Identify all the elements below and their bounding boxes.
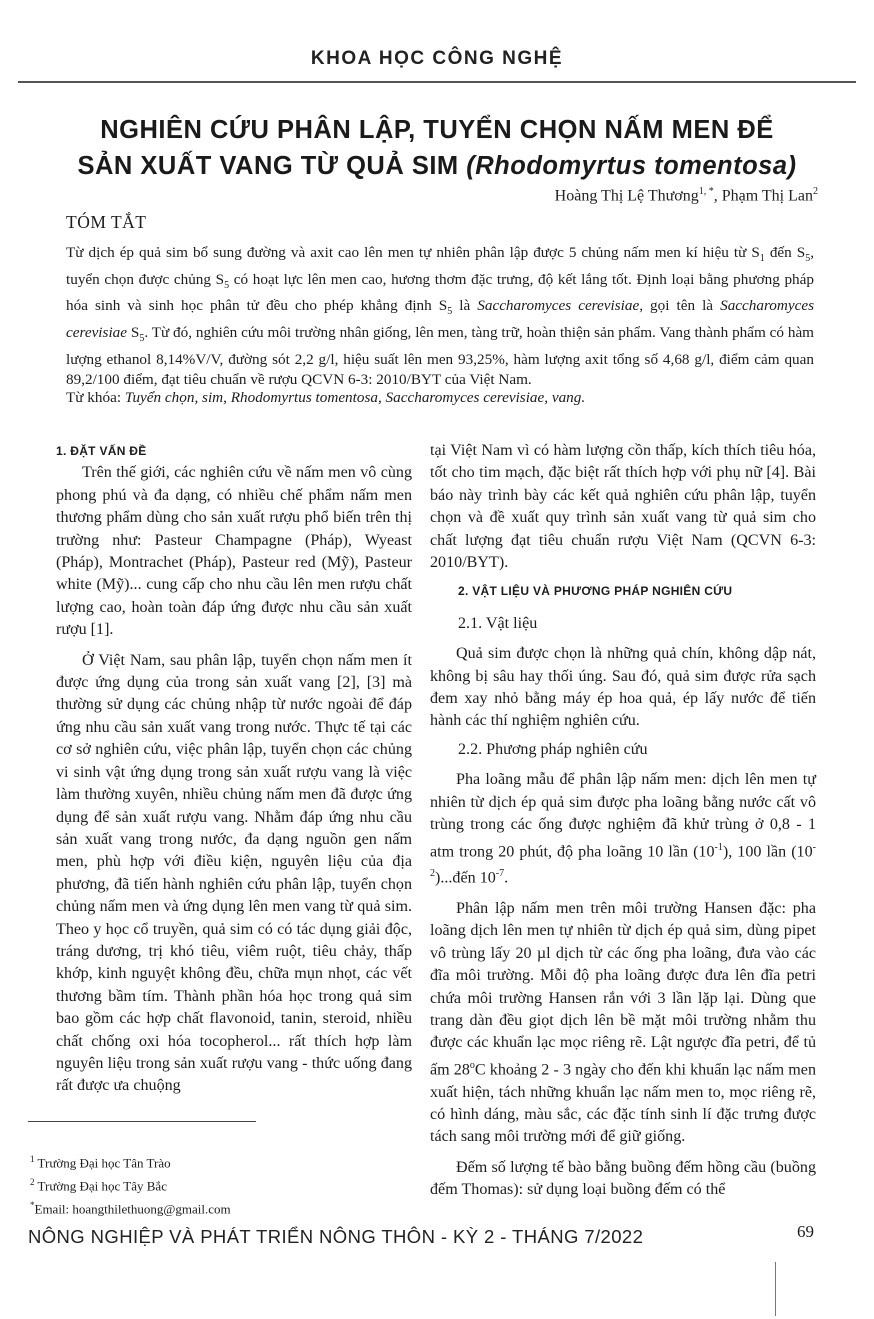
section-banner: KHOA HỌC CÔNG NGHỆ: [310, 48, 564, 69]
footnote-1: $^1$ Trường Đại học Tân Trào: [30, 1154, 171, 1171]
author-2: Phạm Thị Lan: [721, 187, 813, 205]
paragraph: Phân lập nấm men trên môi trường Hansen đặc: pha loãng dịch lên men tự nhiên từ dịch ép quả sim, dùng pipet vô trùng lấy 20 µl dịch từ các ống pha loãng, đưa vào các đĩa môi trường. Mỗi độ pha loãng được đưa lên đĩa petri chứa môi trường Hansen rắn với 3 lần lặp lại. Dùng que trang dàn đều giọt dịch lên bề mặt môi trường nhằm thu được các khuẩn lạc mọc riêng rẽ. Lật ngược đĩa petri, để tủ ấm 28$^o$C khoảng 2 - 3 ngày cho đến khi khuẩn lạc nấm men xuất hiện, tách những khuẩn lạc nấm men to, mọc riêng rẽ, có hình dáng, màu sắc, các đặc tính sinh lí đặc trưng được tách sang môi trường mới để giữ giống.: [430, 900, 816, 1146]
scan-edge-mark: [775, 1262, 776, 1316]
subsection-heading-2-1: 2.1. Vật liệu: [458, 614, 538, 632]
paragraph: Quả sim được chọn là những quả chín, không dập nát, không bị sâu hay thối úng. Sau đó, quả sim được rửa sạch đem xay nhỏ bằng máy ép hoa quả, ép lấy nước để tiến hành các thí nghiệm nghiên cứu.: [430, 645, 816, 730]
paragraph: Pha loãng mẫu để phân lập nấm men: dịch lên men tự nhiên từ dịch ép quả sim được pha loãng bằng nước cất vô trùng trong các ống được nghiệm đã khử trùng ở 0,8 - 1 atm trong 20 phút, độ pha loãng 10 lần $(10^{-1})$, 100 lần $(10^{-2})...đến$ $10^{-7}$.: [430, 771, 816, 887]
header-divider: [18, 81, 856, 83]
author-list: [555, 186, 818, 205]
keywords-list: Tuyển chọn, sim, Rhodomyrtus tomentosa, Saccharomyces cerevisiae, vang.: [121, 389, 586, 406]
title-line-2: [20, 148, 854, 184]
paragraph: tại Việt Nam vì có hàm lượng cồn thấp, kích thích tiêu hóa, tốt cho tim mạch, đặc biệt rất thích hợp với phụ nữ [4]. Bài báo này trình bày các kết quả nghiên cứu phân lập, tuyển chọn và đề xuất quy trình sản xuất vang từ quả sim cho chất lượng đạt tiêu chuẩn rượu Việt Nam (QCVN 6-3: 2010/BYT).: [430, 442, 816, 572]
author-1-affiliation: 1, *: [698, 186, 714, 197]
section-heading-1: 1. ĐẶT VẤN ĐỀ: [56, 444, 147, 458]
footnote-2: $^2$ Trường Đại học Tây Bắc: [30, 1176, 167, 1194]
abstract-heading: TÓM TẮT: [66, 212, 147, 232]
footnote-email: *Email: hoangthilethuong@gmail.com: [30, 1199, 231, 1216]
author-2-affiliation: 2: [813, 186, 818, 197]
journal-footer: NÔNG NGHIỆP VÀ PHÁT TRIỂN NÔNG THÔN - KỲ 2 - THÁNG 7/2022: [28, 1226, 644, 1247]
title-line-2-text: SẢN XUẤT VANG TỪ QUẢ SIM: [77, 152, 467, 180]
section-heading-2: 2. VẬT LIỆU VÀ PHƯƠNG PHÁP NGHIÊN CỨU: [458, 584, 733, 599]
title-species-name: (Rhodomyrtus tomentosa): [466, 152, 797, 180]
paragraph: Ở Việt Nam, sau phân lập, tuyển chọn nấm men ít được ứng dụng của trong sản xuất vang [2], [3] mà thường sử dụng các chủng nhập từ nước ngoài để đáp ứng nhu cầu sản xuất vang trong nước. Thực tế tại các cơ sở nghiên cứu, việc phân lập, tuyển chọn các chủng vi sinh vật ứng dụng trong sản xuất rượu vang là việc làm thường xuyên, nhiều chủng nấm men đã được ứng dụng để sản xuất rượu vang. Nhằm đáp ứng nhu cầu sản xuất vang trong nước, đa dạng nguồn gen nấm men, phù hợp với điều kiện, nguyên liệu của địa phương, đã tiến hành nghiên cứu phân lập, tuyển chọn chủng nấm men và ứng dụng lên men vang từ quả sim. Theo y học cổ truyền, quả sim có có tác dụng giải độc, tráng dương, trị khó tiêu, viêm ruột, tiêu chảy, thấp khớp, kinh nguyệt không đều, chữa mụn nhọt, các vết thương bầm tím. Thành phần hóa học trong quả sim bao gồm các hợp chất flavonoid, tanin, steroid, nhiều chất chống oxi hóa tocopherol... rất thích hợp làm nguyên liệu trong sản xuất rượu vang - thức uống đang rất được ưa chuộng: [56, 651, 412, 1095]
author-1: Hoàng Thị Lệ Thương: [554, 187, 699, 205]
page-number: 69: [797, 1222, 814, 1241]
keywords: [66, 388, 814, 409]
paragraph: Đếm số lượng tế bào bằng buồng đếm hồng cầu (buồng đếm Thomas): sử dụng loại buồng đếm có thể: [430, 1158, 816, 1199]
footnote-divider: [28, 1121, 256, 1122]
author-separator: ,: [713, 187, 722, 205]
right-column: [430, 440, 816, 1202]
article-title: [20, 112, 854, 184]
subsection-heading-2-2: 2.2. Phương pháp nghiên cứu: [458, 740, 648, 758]
keywords-label: Từ khóa:: [66, 389, 122, 406]
title-line-1: NGHIÊN CỨU PHÂN LẬP, TUYỂN CHỌN NẤM MEN ĐỂ: [100, 116, 774, 144]
left-column: [56, 440, 412, 1098]
paragraph: Trên thế giới, các nghiên cứu về nấm men vô cùng phong phú và đa dạng, có nhiều chế phẩm nấm men thương phẩm dùng cho sản xuất rượu phổ biến trên thị trường như: Pasteur Champagne (Pháp), Wyeast (Pháp), Montrachet (Pháp), Pasteur red (Mỹ), Pasteur white (Mỹ)... cung cấp cho nhu cầu lên men rượu chất lượng cao, hoàn toàn đáp ứng được nhu cầu sản xuất rượu [1].: [56, 464, 412, 639]
footnotes: [30, 1150, 231, 1218]
abstract-body: Từ dịch ép quả sim bổ sung đường và axit cao lên men tự nhiên phân lập được 5 chủng nấm men kí hiệu từ $S_1$ đến $S_5$, tuyển chọn được chủng $S_5$ có hoạt lực lên men cao, hương thơm đặc trưng, độ kết lắng tốt. Định loại bằng phương pháp hóa sinh và sinh học phân tử đều cho phép khẳng định $S_5$ là Saccharomyces cerevisiae, gọi tên là Saccharomyces cerevisiae $S_5$. Từ đó, nghiên cứu môi trường nhân giống, lên men, tàng trữ, hoàn thiện sản phẩm. Vang thành phẩm có hàm lượng ethanol 8,14%V/V, đường sót 2,2 g/l, hiệu suất lên men 93,25%, hàm lượng axit tổng số 4,68 g/l, điểm cảm quan 89,2/100 điểm, đạt tiêu chuẩn về rượu QCVN 6-3: 2010/BYT của Việt Nam.: [66, 244, 814, 389]
